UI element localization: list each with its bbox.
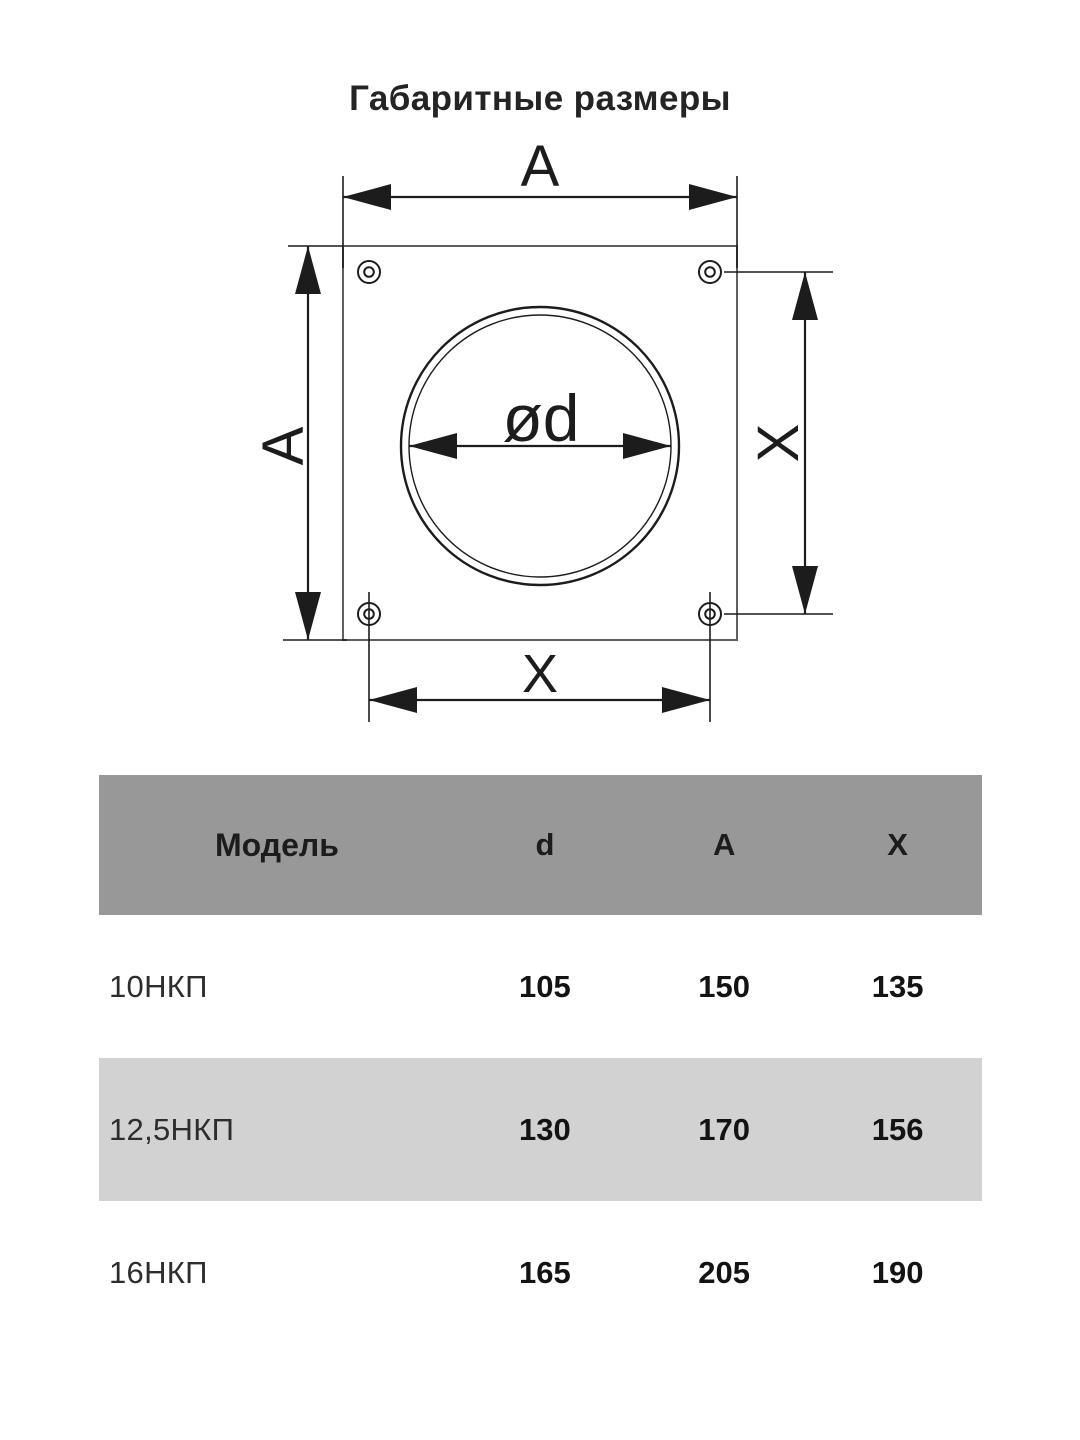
value-a: 170 <box>698 1111 751 1147</box>
spec-table <box>99 775 982 1344</box>
arrowhead-left-icon <box>343 184 391 210</box>
arrowhead-down-icon <box>295 592 321 640</box>
arrowhead-up-icon <box>792 272 818 320</box>
model-name: 10НКП <box>109 968 208 1004</box>
header-x: X <box>887 827 908 862</box>
arrowhead-right-icon <box>662 687 710 713</box>
model-name: 12,5НКП <box>109 1111 235 1147</box>
dim-label-right: X <box>746 423 811 463</box>
header-model: Модель <box>214 826 339 863</box>
value-d: 130 <box>519 1111 571 1147</box>
page-title: Габаритные размеры <box>349 79 731 118</box>
value-x: 156 <box>871 1111 924 1147</box>
header-d: d <box>535 827 555 862</box>
table-row <box>99 915 982 1058</box>
arrowhead-right-icon <box>689 184 737 210</box>
table-header-row <box>99 775 982 915</box>
value-a: 150 <box>698 968 751 1004</box>
dim-label-diameter: ød <box>502 381 580 455</box>
arrowhead-down-icon <box>792 566 818 614</box>
value-a: 205 <box>698 1254 751 1290</box>
dim-label-bottom: X <box>521 644 559 704</box>
value-d: 165 <box>519 1254 571 1290</box>
dimension-left-a <box>251 246 321 640</box>
arrowhead-left-icon <box>369 687 417 713</box>
value-x: 190 <box>871 1254 924 1290</box>
arrowhead-up-icon <box>295 246 321 294</box>
table-row <box>99 1058 982 1201</box>
model-name: 16НКП <box>109 1254 208 1290</box>
value-d: 105 <box>519 968 571 1004</box>
dimension-right-x <box>746 272 818 614</box>
value-x: 135 <box>871 968 924 1004</box>
dim-label-top: A <box>520 134 560 199</box>
dimension-top-a <box>343 134 737 210</box>
dim-label-left: A <box>251 426 316 466</box>
table-row <box>99 1201 982 1344</box>
dimension-bottom-x <box>369 644 710 713</box>
header-a: A <box>712 827 736 862</box>
